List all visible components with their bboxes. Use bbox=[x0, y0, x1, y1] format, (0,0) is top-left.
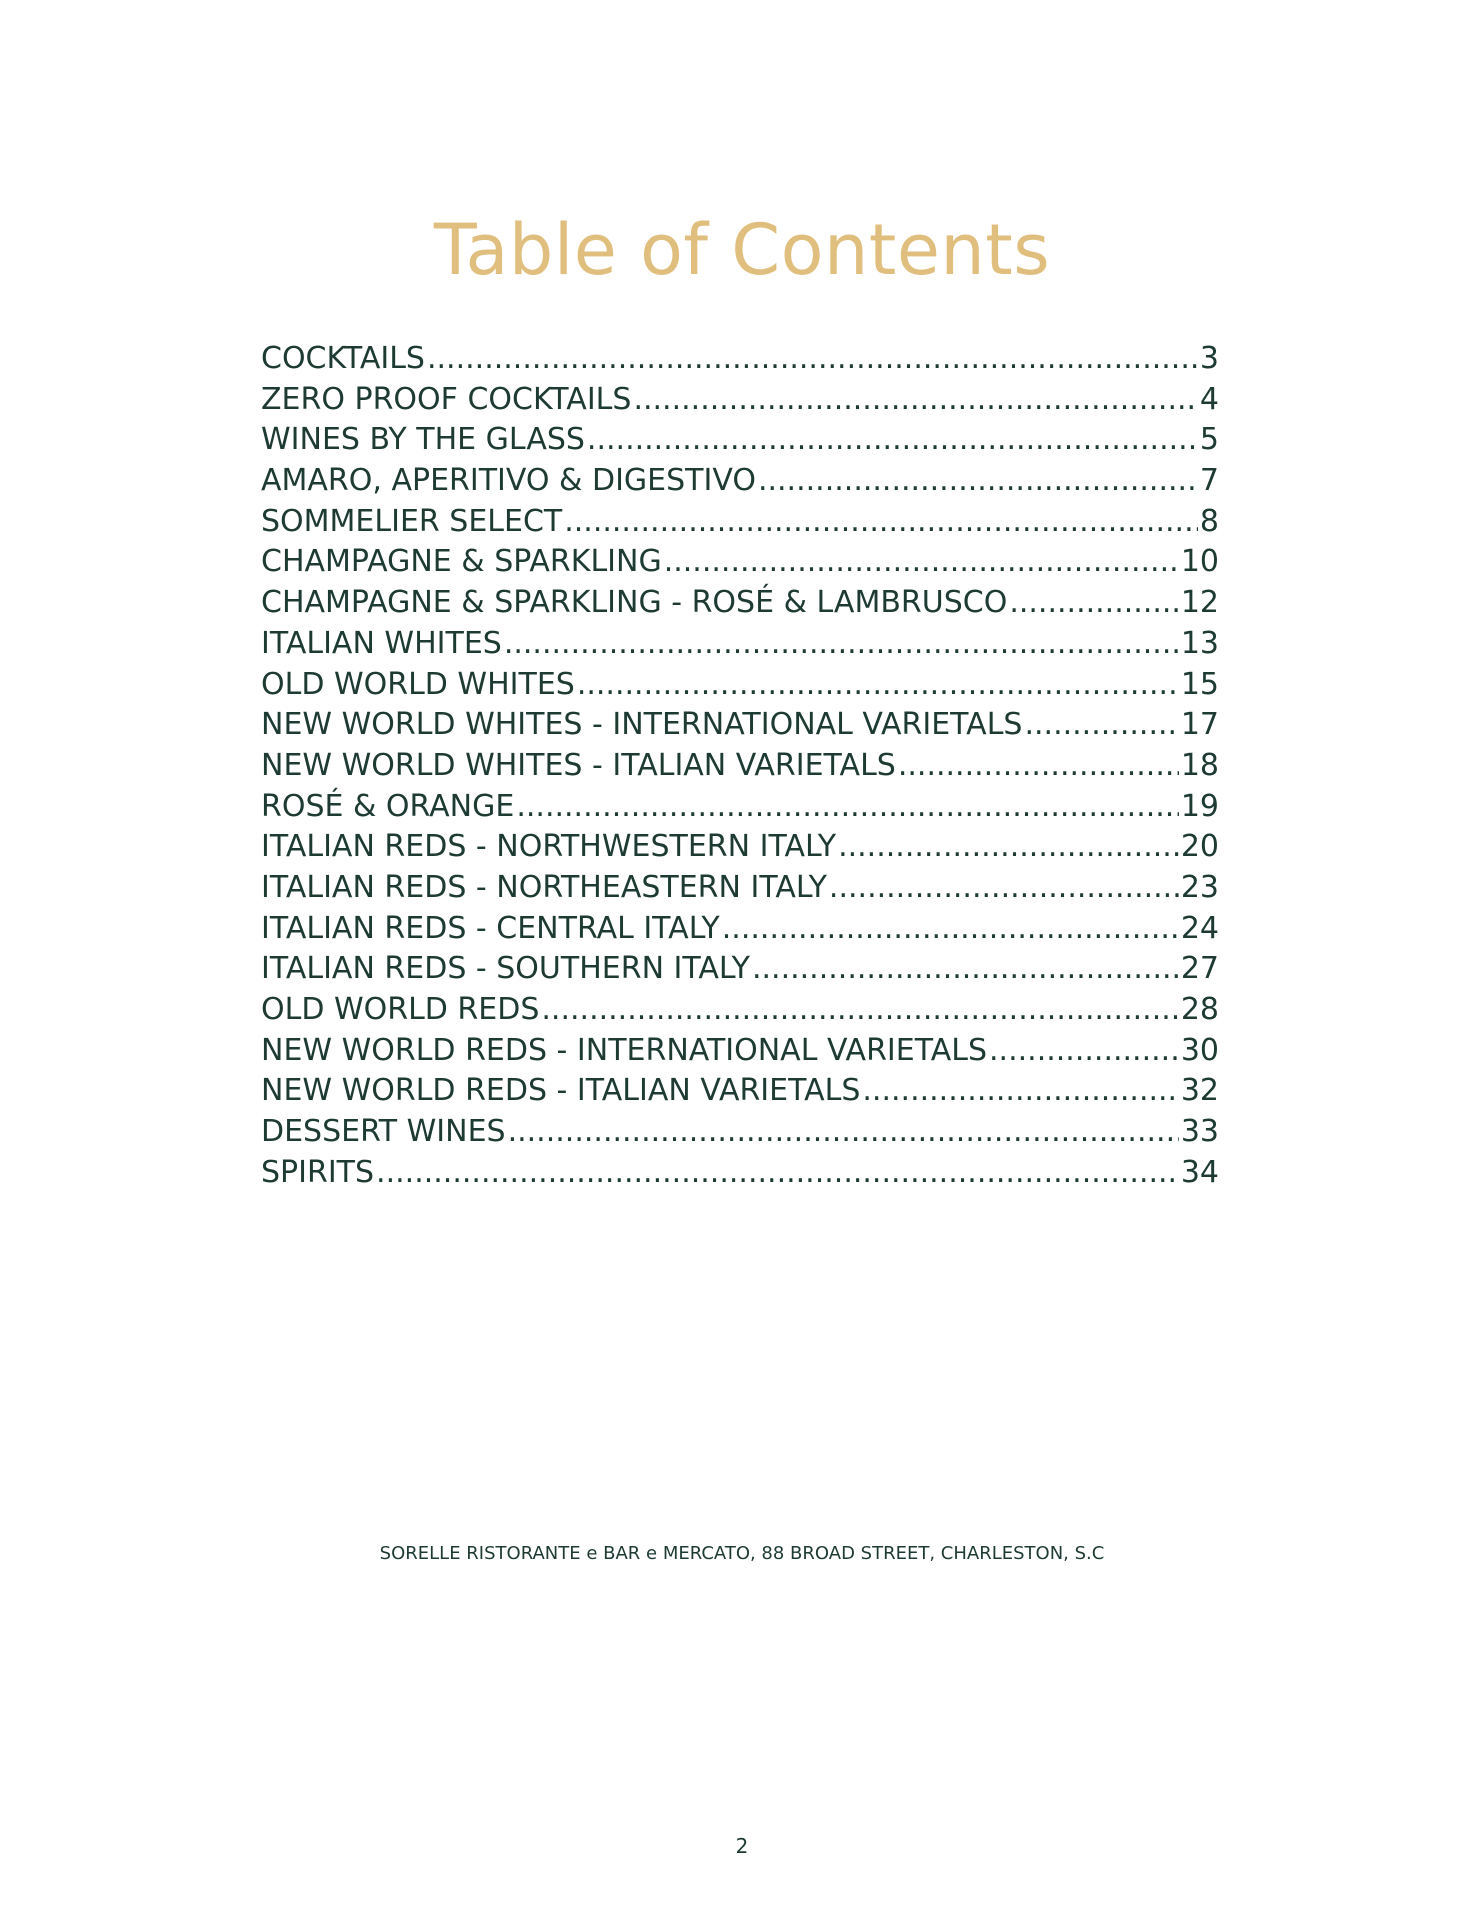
page-title: Table of Contents bbox=[433, 208, 1051, 291]
dot-leader bbox=[577, 665, 1179, 706]
dot-leader bbox=[1024, 705, 1178, 746]
toc-entry-label: ITALIAN REDS - NORTHEASTERN ITALY bbox=[261, 869, 827, 905]
toc-entry-cocktails[interactable] bbox=[261, 339, 1219, 380]
toc-entry-new-world-whites-international[interactable] bbox=[261, 705, 1219, 746]
toc-entry-dessert-wines[interactable] bbox=[261, 1112, 1219, 1153]
toc-entry-page: 34 bbox=[1180, 1154, 1219, 1190]
dot-leader bbox=[758, 461, 1198, 502]
toc-entry-italian-whites[interactable] bbox=[261, 624, 1219, 665]
toc-entry-page: 20 bbox=[1180, 829, 1219, 865]
dot-leader bbox=[633, 380, 1197, 421]
toc-entry-label: COCKTAILS bbox=[261, 341, 425, 376]
toc-entry-italian-reds-southern[interactable] bbox=[261, 949, 1219, 990]
dot-leader bbox=[862, 1071, 1178, 1112]
toc-entry-sommelier-select[interactable] bbox=[261, 502, 1219, 543]
toc-entry-label: OLD WORLD WHITES bbox=[261, 666, 575, 702]
toc-entry-page: 30 bbox=[1180, 1032, 1219, 1068]
dot-leader bbox=[664, 542, 1179, 583]
dot-leader bbox=[541, 990, 1178, 1031]
toc-entry-page: 24 bbox=[1180, 910, 1219, 946]
toc-entry-label: OLD WORLD REDS bbox=[261, 992, 540, 1027]
dot-leader bbox=[376, 1153, 1179, 1194]
toc-entry-page: 7 bbox=[1199, 463, 1219, 499]
toc-entry-label: ROSÉ & ORANGE bbox=[261, 788, 515, 824]
toc-entry-label: ZERO PROOF COCKTAILS bbox=[261, 381, 632, 417]
dot-leader bbox=[587, 420, 1198, 461]
toc-entry-label: NEW WORLD WHITES - ITALIAN VARIETALS bbox=[261, 747, 896, 783]
toc-entry-page: 23 bbox=[1180, 869, 1219, 905]
dot-leader bbox=[898, 746, 1179, 787]
toc-entry-label: SPIRITS bbox=[261, 1154, 375, 1190]
toc-entry-old-world-whites[interactable] bbox=[261, 665, 1219, 706]
toc-entry-label: ITALIAN REDS - CENTRAL ITALY bbox=[261, 910, 720, 946]
dot-leader bbox=[508, 1112, 1179, 1153]
toc-entry-page: 8 bbox=[1199, 503, 1219, 539]
toc-entry-label: CHAMPAGNE & SPARKLING - ROSÉ & LAMBRUSCO bbox=[261, 585, 1008, 621]
toc-entry-label: CHAMPAGNE & SPARKLING bbox=[261, 544, 662, 580]
toc-entry-label: ITALIAN WHITES bbox=[261, 625, 502, 661]
toc-entry-page: 13 bbox=[1180, 625, 1219, 661]
toc-entry-page: 4 bbox=[1199, 381, 1219, 417]
dot-leader bbox=[838, 827, 1179, 868]
toc-entry-page: 27 bbox=[1180, 951, 1219, 987]
toc-entry-page: 28 bbox=[1180, 992, 1219, 1027]
footer-address: SORELLE RISTORANTE e BAR e MERCATO, 88 BROAD STREET, CHARLESTON, S.C bbox=[379, 1543, 1105, 1564]
dot-leader bbox=[829, 868, 1179, 909]
toc-entry-champagne-sparkling-rose-lambrusco[interactable] bbox=[261, 583, 1219, 624]
toc-entry-page: 33 bbox=[1180, 1114, 1219, 1150]
toc-entry-page: 19 bbox=[1180, 788, 1219, 824]
toc-entry-new-world-reds-international[interactable] bbox=[261, 1031, 1219, 1072]
toc-entry-page: 3 bbox=[1199, 341, 1219, 376]
toc-entry-rose-orange[interactable] bbox=[261, 787, 1219, 828]
toc-entry-page: 32 bbox=[1180, 1073, 1219, 1109]
dot-leader bbox=[427, 339, 1198, 380]
table-of-contents bbox=[261, 339, 1219, 1193]
toc-entry-page: 18 bbox=[1180, 747, 1219, 783]
dot-leader bbox=[989, 1031, 1179, 1072]
dot-leader bbox=[504, 624, 1179, 665]
toc-entry-new-world-reds-italian[interactable] bbox=[261, 1071, 1219, 1112]
toc-entry-wines-by-the-glass[interactable] bbox=[261, 420, 1219, 461]
toc-entry-page: 5 bbox=[1199, 422, 1219, 458]
dot-leader bbox=[516, 787, 1178, 828]
toc-entry-label: ITALIAN REDS - SOUTHERN ITALY bbox=[261, 951, 750, 987]
toc-entry-italian-reds-central[interactable] bbox=[261, 909, 1219, 950]
toc-entry-old-world-reds[interactable] bbox=[261, 990, 1219, 1031]
dot-leader bbox=[752, 949, 1179, 990]
toc-entry-italian-reds-northeastern[interactable] bbox=[261, 868, 1219, 909]
toc-entry-spirits[interactable] bbox=[261, 1153, 1219, 1194]
toc-entry-new-world-whites-italian[interactable] bbox=[261, 746, 1219, 787]
toc-entry-italian-reds-northwestern[interactable] bbox=[261, 827, 1219, 868]
toc-entry-amaro-aperitivo-digestivo[interactable] bbox=[261, 461, 1219, 502]
toc-entry-label: NEW WORLD REDS - ITALIAN VARIETALS bbox=[261, 1073, 861, 1109]
toc-entry-label: AMARO, APERITIVO & DIGESTIVO bbox=[261, 463, 756, 499]
toc-entry-champagne-sparkling[interactable] bbox=[261, 542, 1219, 583]
toc-entry-label: NEW WORLD REDS - INTERNATIONAL VARIETALS bbox=[261, 1032, 988, 1068]
toc-entry-label: WINES BY THE GLASS bbox=[261, 422, 585, 458]
toc-entry-page: 17 bbox=[1180, 707, 1219, 743]
toc-entry-page: 10 bbox=[1180, 544, 1219, 580]
dot-leader bbox=[1009, 583, 1179, 624]
toc-entry-label: NEW WORLD WHITES - INTERNATIONAL VARIETALS bbox=[261, 707, 1023, 743]
dot-leader bbox=[722, 909, 1179, 950]
toc-entry-label: ITALIAN REDS - NORTHWESTERN ITALY bbox=[261, 829, 837, 865]
toc-entry-label: SOMMELIER SELECT bbox=[261, 503, 563, 539]
page-number: 2 bbox=[735, 1834, 749, 1858]
toc-entry-page: 12 bbox=[1180, 585, 1219, 621]
toc-entry-page: 15 bbox=[1180, 666, 1219, 702]
dot-leader bbox=[564, 502, 1198, 543]
toc-entry-label: DESSERT WINES bbox=[261, 1114, 506, 1150]
toc-entry-zero-proof-cocktails[interactable] bbox=[261, 380, 1219, 421]
